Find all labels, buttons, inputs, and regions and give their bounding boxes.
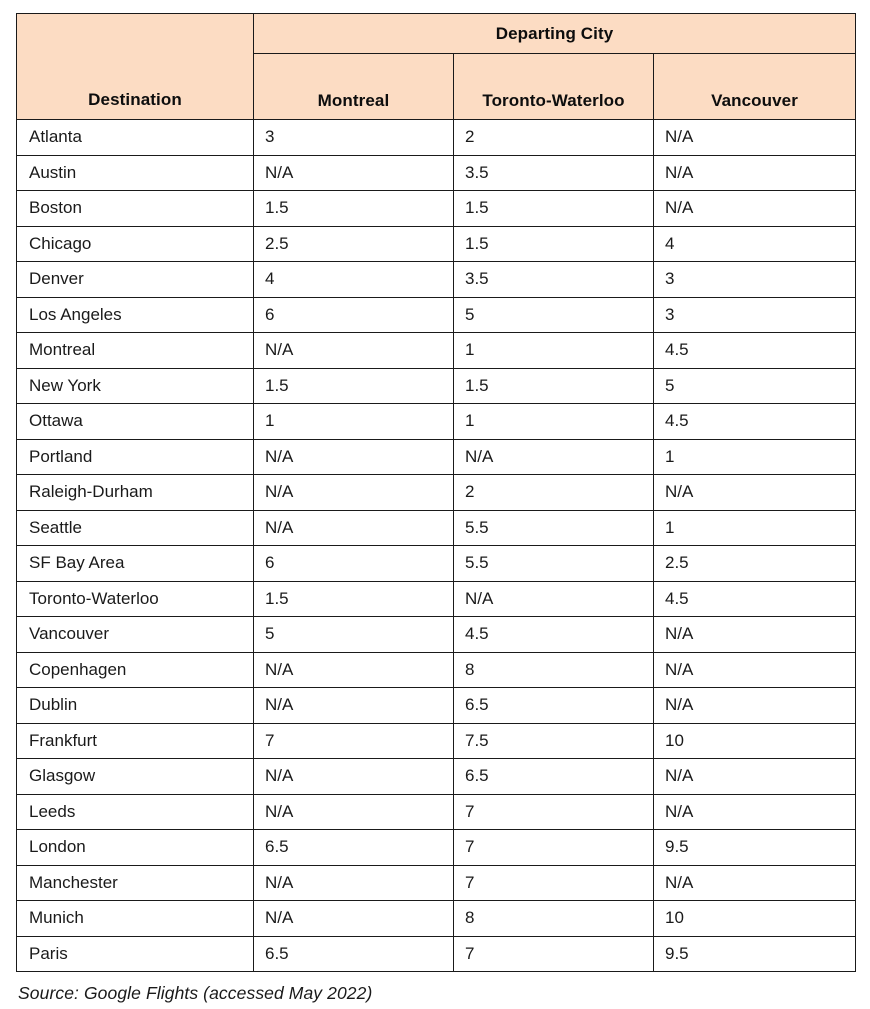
cell-duration: 1.5 — [454, 191, 654, 227]
table-row — [17, 510, 856, 546]
cell-destination: Denver — [17, 262, 254, 298]
cell-duration: 3.5 — [454, 155, 654, 191]
cell-duration: 4 — [654, 226, 856, 262]
cell-destination: SF Bay Area — [17, 546, 254, 582]
cell-duration: 3 — [254, 120, 454, 156]
table-row — [17, 581, 856, 617]
cell-duration: 5 — [654, 368, 856, 404]
table-header — [17, 14, 856, 120]
cell-destination: Chicago — [17, 226, 254, 262]
table-body — [17, 120, 856, 972]
cell-duration: 2 — [454, 120, 654, 156]
cell-destination: Montreal — [17, 333, 254, 369]
table-row — [17, 936, 856, 972]
cell-destination: Manchester — [17, 865, 254, 901]
cell-destination: Austin — [17, 155, 254, 191]
table-row — [17, 794, 856, 830]
cell-duration: 7 — [454, 794, 654, 830]
cell-destination: Paris — [17, 936, 254, 972]
cell-duration: N/A — [254, 794, 454, 830]
cell-duration: N/A — [254, 759, 454, 795]
cell-duration: 2.5 — [254, 226, 454, 262]
cell-duration: 1.5 — [454, 368, 654, 404]
cell-duration: N/A — [254, 652, 454, 688]
cell-duration: 9.5 — [654, 936, 856, 972]
cell-duration: N/A — [254, 901, 454, 937]
cell-duration: 1 — [454, 333, 654, 369]
cell-destination: Dublin — [17, 688, 254, 724]
cell-duration: 10 — [654, 723, 856, 759]
cell-duration: 6.5 — [254, 830, 454, 866]
column-header-toronto-waterloo: Toronto-Waterloo — [454, 54, 654, 120]
cell-duration: 1.5 — [454, 226, 654, 262]
cell-duration: N/A — [254, 475, 454, 511]
table-row — [17, 155, 856, 191]
cell-duration: 1 — [454, 404, 654, 440]
cell-duration: N/A — [654, 865, 856, 901]
cell-destination: Seattle — [17, 510, 254, 546]
cell-duration: 1.5 — [254, 191, 454, 227]
table-row — [17, 191, 856, 227]
cell-destination: Toronto-Waterloo — [17, 581, 254, 617]
cell-destination: Boston — [17, 191, 254, 227]
cell-duration: 8 — [454, 652, 654, 688]
cell-duration: 6 — [254, 546, 454, 582]
cell-duration: 7 — [454, 865, 654, 901]
table-row — [17, 475, 856, 511]
cell-destination: Ottawa — [17, 404, 254, 440]
cell-destination: Leeds — [17, 794, 254, 830]
cell-duration: 3 — [654, 297, 856, 333]
table-row — [17, 901, 856, 937]
cell-duration: 1 — [654, 510, 856, 546]
cell-duration: 7 — [254, 723, 454, 759]
cell-destination: Atlanta — [17, 120, 254, 156]
cell-duration: 5 — [454, 297, 654, 333]
column-header-vancouver: Vancouver — [654, 54, 856, 120]
cell-duration: 10 — [654, 901, 856, 937]
cell-duration: 1.5 — [254, 581, 454, 617]
table-row — [17, 120, 856, 156]
cell-duration: 6 — [254, 297, 454, 333]
flight-duration-table — [16, 13, 856, 972]
cell-duration: 4 — [254, 262, 454, 298]
cell-duration: 5.5 — [454, 546, 654, 582]
cell-duration: 5.5 — [454, 510, 654, 546]
cell-duration: N/A — [654, 475, 856, 511]
cell-duration: 4.5 — [654, 404, 856, 440]
cell-duration: 3.5 — [454, 262, 654, 298]
table-row — [17, 262, 856, 298]
cell-duration: 6.5 — [254, 936, 454, 972]
cell-destination: Munich — [17, 901, 254, 937]
column-group-header-departing-city: Departing City — [254, 14, 856, 54]
table-row — [17, 297, 856, 333]
cell-duration: 4.5 — [654, 581, 856, 617]
cell-duration: N/A — [654, 652, 856, 688]
table-row — [17, 404, 856, 440]
cell-duration: N/A — [254, 865, 454, 901]
column-header-destination: Destination — [17, 14, 254, 120]
cell-duration: N/A — [654, 794, 856, 830]
cell-duration: 2.5 — [654, 546, 856, 582]
cell-duration: N/A — [254, 155, 454, 191]
table-row — [17, 723, 856, 759]
cell-duration: 4.5 — [654, 333, 856, 369]
cell-duration: 6.5 — [454, 688, 654, 724]
cell-duration: 1 — [254, 404, 454, 440]
table-row — [17, 688, 856, 724]
table-row — [17, 226, 856, 262]
cell-duration: 3 — [654, 262, 856, 298]
cell-destination: Los Angeles — [17, 297, 254, 333]
cell-duration: 8 — [454, 901, 654, 937]
table-row — [17, 865, 856, 901]
cell-duration: N/A — [654, 759, 856, 795]
table-row — [17, 617, 856, 653]
column-header-montreal: Montreal — [254, 54, 454, 120]
cell-destination: Portland — [17, 439, 254, 475]
table-row — [17, 830, 856, 866]
source-note: Source: Google Flights (accessed May 2022) — [18, 983, 373, 1003]
cell-duration: N/A — [254, 510, 454, 546]
cell-duration: N/A — [454, 581, 654, 617]
cell-duration: N/A — [654, 155, 856, 191]
table-row — [17, 546, 856, 582]
cell-destination: London — [17, 830, 254, 866]
table-row — [17, 333, 856, 369]
cell-duration: 2 — [454, 475, 654, 511]
table-row — [17, 652, 856, 688]
table-row — [17, 368, 856, 404]
cell-duration: 9.5 — [654, 830, 856, 866]
cell-duration: N/A — [654, 617, 856, 653]
cell-destination: Raleigh-Durham — [17, 475, 254, 511]
table-row — [17, 439, 856, 475]
header-row-group — [17, 14, 856, 54]
cell-destination: Vancouver — [17, 617, 254, 653]
cell-destination: Frankfurt — [17, 723, 254, 759]
cell-duration: N/A — [654, 688, 856, 724]
cell-duration: 7 — [454, 830, 654, 866]
cell-duration: 7 — [454, 936, 654, 972]
cell-duration: 4.5 — [454, 617, 654, 653]
cell-duration: 6.5 — [454, 759, 654, 795]
cell-destination: New York — [17, 368, 254, 404]
cell-duration: N/A — [654, 120, 856, 156]
cell-duration: N/A — [254, 688, 454, 724]
cell-duration: N/A — [654, 191, 856, 227]
cell-duration: 7.5 — [454, 723, 654, 759]
cell-destination: Copenhagen — [17, 652, 254, 688]
cell-destination: Glasgow — [17, 759, 254, 795]
cell-duration: N/A — [454, 439, 654, 475]
cell-duration: N/A — [254, 439, 454, 475]
cell-duration: N/A — [254, 333, 454, 369]
cell-duration: 1 — [654, 439, 856, 475]
table-row — [17, 759, 856, 795]
cell-duration: 5 — [254, 617, 454, 653]
cell-duration: 1.5 — [254, 368, 454, 404]
